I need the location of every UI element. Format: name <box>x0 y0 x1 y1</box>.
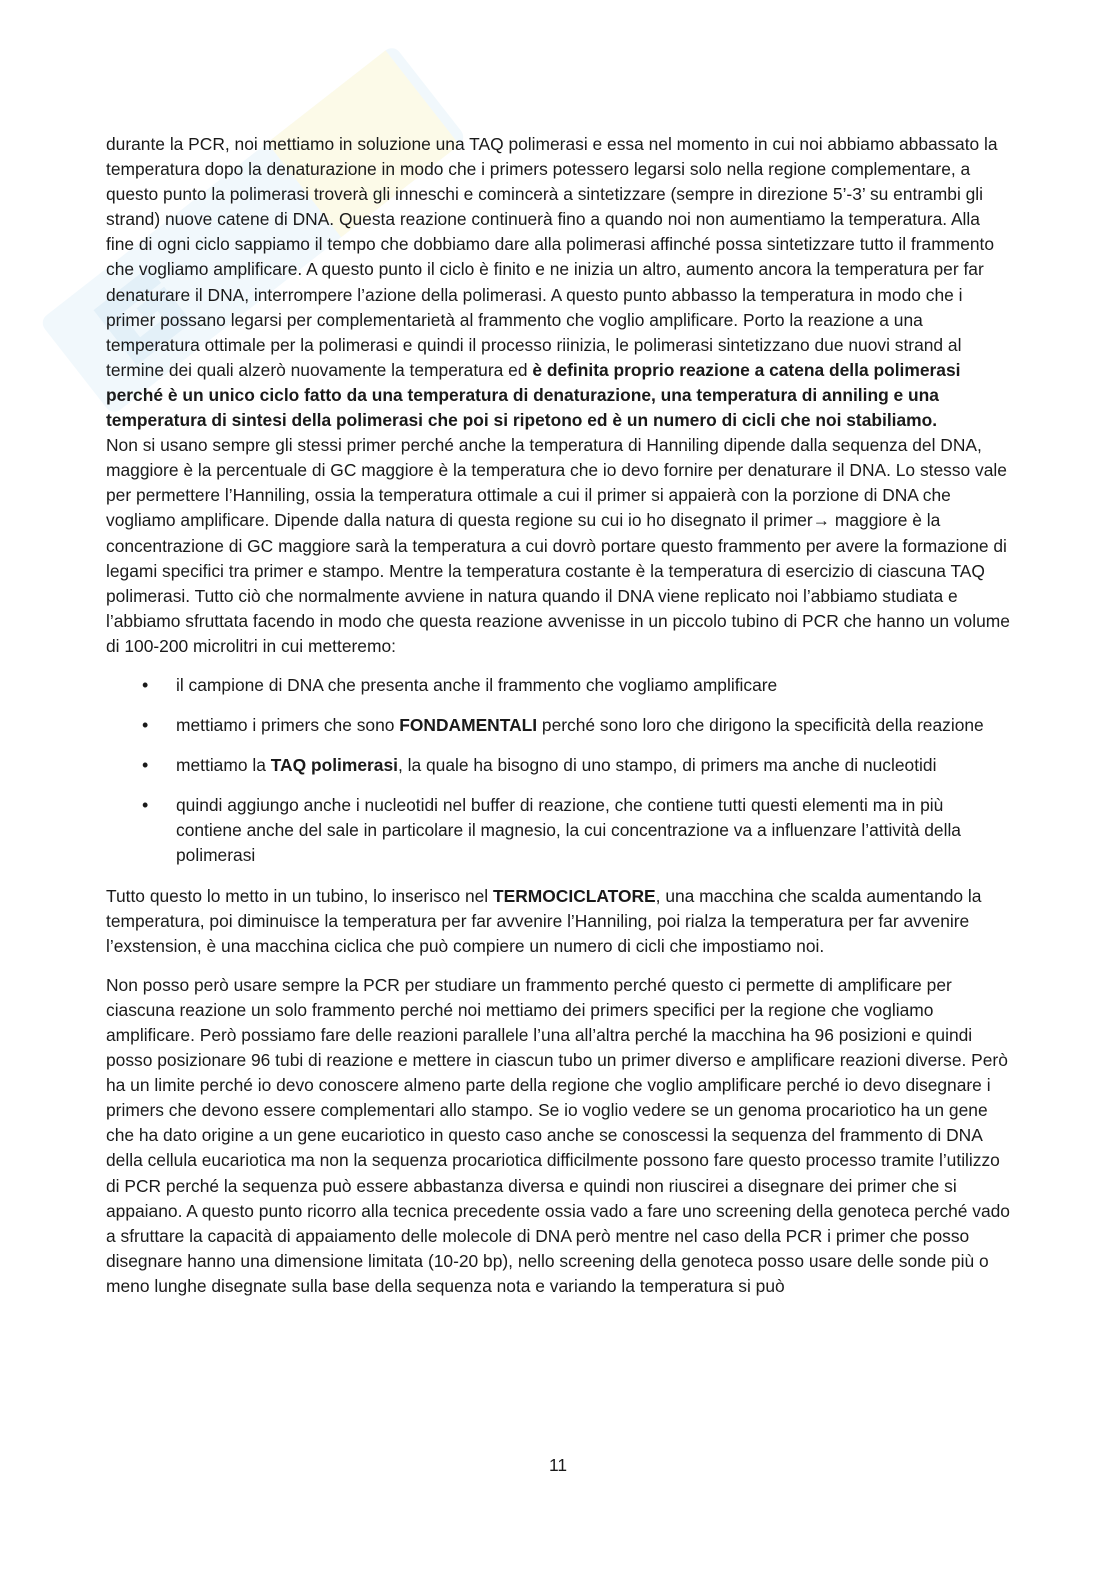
reaction-components-list <box>106 673 1012 869</box>
paragraph-thermocycler: Tutto questo lo metto in un tubino, lo inserisco nel TERMOCICLATORE, una macchina che scalda aumentando la temperatura, poi diminuisce la temperatura per far avvenire l’Hanniling, poi rialza la temperatura per far avvenire l’exstension, è una macchina ciclica che può compiere un numero di cicli che impostiamo noi. <box>106 885 982 956</box>
list-item: • quindi aggiungo anche i nucleotidi nel buffer di reazione, che contiene tutti questi elementi ma in più contiene anche del sale in particolare il magnesio, la cui concentrazione va a influenzare l’attività della polimerasi <box>106 793 1012 868</box>
document-body <box>106 132 1012 1299</box>
list-item: • il campione di DNA che presenta anche il frammento che vogliamo amplificare <box>106 673 1012 698</box>
bold-definition: è definita proprio reazione a catena della polimerasi perché è un unico ciclo fatto da una temperatura di denaturazione, una temperatura di anniling e una temperatura di sintesi della polimerasi che poi si ripetono ed è un numero di cicli che noi stabiliamo. <box>106 359 961 431</box>
paragraph-pcr-limits: Non posso però usare sempre la PCR per studiare un frammento perché questo ci permette di amplificare per ciascuna reazione un solo frammento perché noi mettiamo dei primers specifici per la regione che vogliamo amplificare. Però possiamo fare delle reazioni parallele l’una all’altra perché la macchina ha 96 posizioni e quindi posso posizionare 96 tubi di reazione e mettere in ciascun tubo un primer diverso e amplificare reazioni diverse. Però ha un limite perché io devo conoscere almeno parte della regione che voglio amplificare perché io devo disegnare i primers che devono essere complementari allo stampo. Se io voglio vedere se un genoma procariotico ha un gene che ha dato origine a un gene eucariotico in questo caso anche se conoscessi la sequenza del frammento di DNA della cellula eucariotica ma non la sequenza procariotica difficilmente possono fare questo processo tramite l’utilizzo di PCR perché la sequenza può essere abbastanza diversa e quindi non riuscirei a disegnare dei primer che si appaiano. A questo punto ricorro alla tecnica precedente ossia vado a fare uno screening della genoteca perché vado a sfruttare la capacità di appaiamento delle molecole di DNA però mentre nel caso della PCR i primer che posso disegnare hanno una dimensione limitata (10-20 bp), nello screening della genoteca posso usare delle sonde più o meno lunghe disegnate sulla base della sequenza nota e variando la temperatura si può <box>106 974 1010 1296</box>
list-item: • mettiamo la TAQ polimerasi, la quale ha bisogno di uno stampo, di primers ma anche di nucleotidi <box>106 753 1012 778</box>
paragraph-pcr-cycle: durante la PCR, noi mettiamo in soluzione una TAQ polimerasi e essa nel momento in cui noi abbiamo abbassato la temperatura dopo la denaturazione in modo che i primers potessero legarsi solo nella regione complementare, a questo punto la polimerasi troverà gli inneschi e comincerà a sintetizzare (sempre in direzione 5’-3’ su entrambi gli strand) nuove catene di DNA. Questa reazione continuerà fino a quando noi non aumentiamo la temperatura. Alla fine di ogni ciclo sappiamo il tempo che dobbiamo dare alla polimerasi affinché possa sintetizzare tutto il frammento che vogliamo amplificare. A questo punto il ciclo è finito e ne inizia un altro, aumento ancora la temperatura per far denaturare il DNA, interrompere l’azione della polimerasi. A questo punto abbasso la temperatura in modo che i primer possano legarsi per complementarietà al frammento che voglio amplificare. Porto la reazione a una temperatura ottimale per la polimerasi e quindi il processo riinizia, le polimerasi sintetizzano due nuovi strand al termine dei quali alzerò nuovamente la temperatura ed è definita proprio reazione a catena della polimerasi perché è un unico ciclo fatto da una temperatura di denaturazione, una temperatura di anniling e una temperatura di sintesi della polimerasi che poi si ripetono ed è un numero di cicli che noi stabiliamo. <box>106 134 998 431</box>
list-item: • mettiamo i primers che sono FONDAMENTALI perché sono loro che dirigono la specificità della reazione <box>106 713 1012 738</box>
paragraph-primers-temperature: Non si usano sempre gli stessi primer perché anche la temperatura di Hanniling dipende dalla sequenza del DNA, maggiore è la percentuale di GC maggiore è la temperatura che io devo fornire per denaturare il DNA. Lo stesso vale per permettere l’Hanniling, ossia la temperatura ottimale a cui il primer si appaierà con la porzione di DNA che vogliamo amplificare. Dipende dalla natura di questa regione su cui io ho disegnato il primer→ maggiore è la concentrazione di GC maggiore sarà la temperatura a cui dovrò portare questo frammento per avere la formazione di legami specifici tra primer e stampo. Mentre la temperatura costante è la temperatura di esercizio di ciascuna TAQ polimerasi. Tutto ciò che normalmente avviene in natura quando il DNA viene replicato noi l’abbiamo studiata e l’abbiamo sfruttata facendo in modo che questa reazione avvenisse in un piccolo tubino di PCR che hanno un volume di 100-200 microlitri in cui metteremo: <box>106 435 1010 656</box>
arrow-right-icon: → <box>812 510 831 531</box>
page-number: 11 <box>548 1455 568 1475</box>
